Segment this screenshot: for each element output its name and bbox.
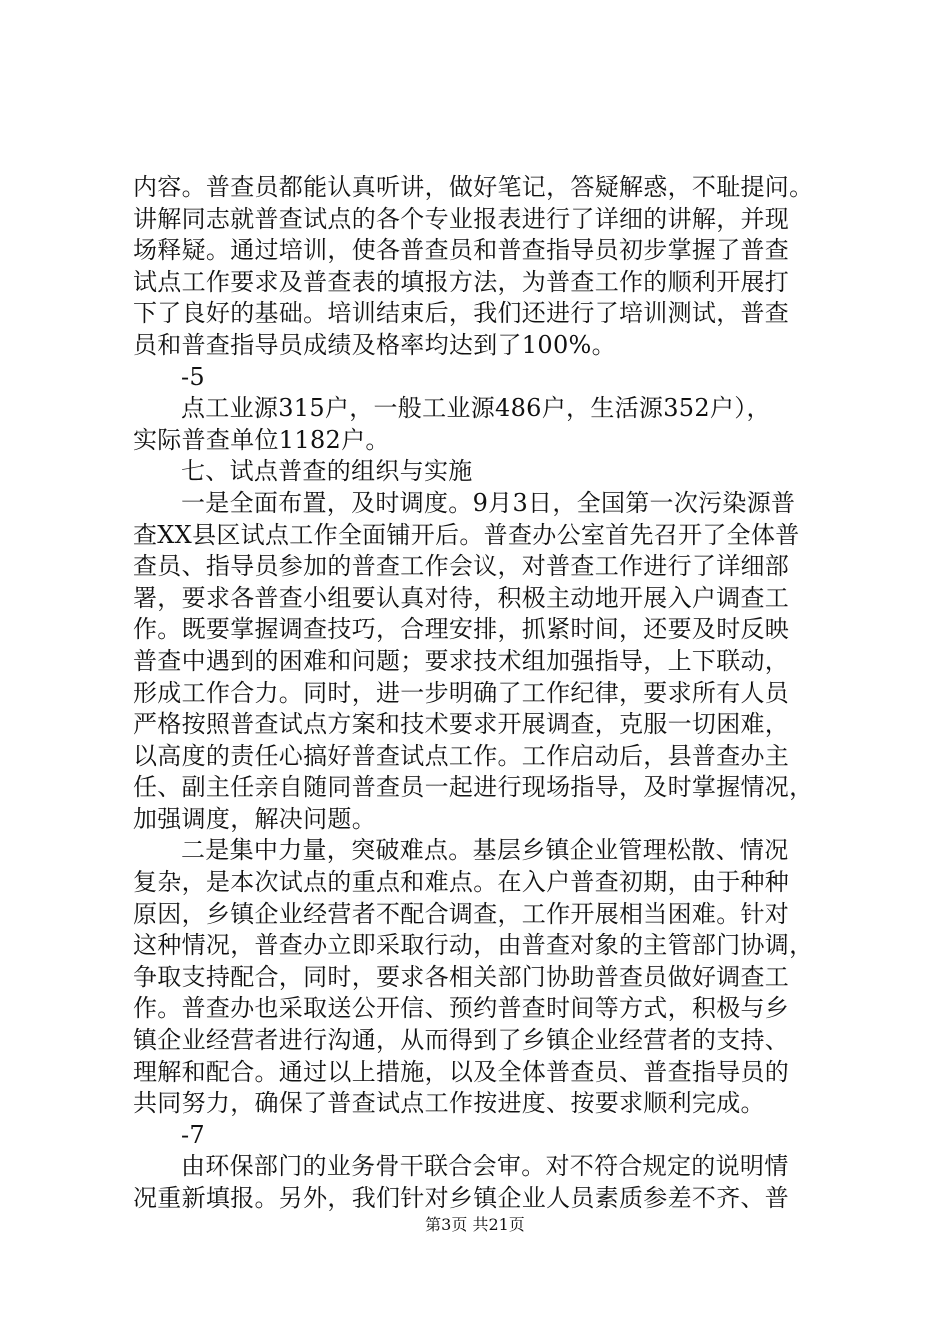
text-line: 由环保部门的业务骨干联合会审。对不符合规定的说明情 bbox=[181, 1152, 789, 1181]
text-line: 争取支持配合，同时，要求各相关部门协助普查员做好调查工 bbox=[133, 962, 790, 991]
text-line: 共同努力，确保了普查试点工作按进度、按要求顺利完成。 bbox=[133, 1089, 765, 1118]
text-line: 一是全面布置，及时调度。9月3日，全国第一次污染源普 bbox=[181, 488, 796, 517]
text-line: 这种情况，普查办立即采取行动，由普查对象的主管部门协调， bbox=[133, 931, 814, 960]
text-line: 作。普查办也采取送公开信、预约普查时间等方式，积极与乡 bbox=[133, 994, 790, 1023]
text-line: 形成工作合力。同时，进一步明确了工作纪律，要求所有人员 bbox=[133, 678, 790, 707]
text-line: 七、试点普查的组织与实施 bbox=[181, 457, 473, 486]
page-footer: 第3页 共21页 bbox=[425, 1215, 525, 1234]
text-line: 原因，乡镇企业经营者不配合调查，工作开展相当困难。针对 bbox=[133, 899, 790, 928]
text-line: 场释疑。通过培训，使各普查员和普查指导员初步掌握了普查 bbox=[133, 236, 790, 265]
text-line: 以高度的责任心搞好普查试点工作。工作启动后，县普查办主 bbox=[133, 741, 790, 770]
text-line: -7 bbox=[181, 1120, 205, 1149]
text-line: 点工业源315户，一般工业源486户，生活源352户）， bbox=[181, 394, 771, 423]
text-line: 试点工作要求及普查表的填报方法，为普查工作的顺利开展打 bbox=[133, 267, 790, 296]
text-line: 复杂，是本次试点的重点和难点。在入户普查初期，由于种种 bbox=[133, 868, 790, 897]
text-line: 下了良好的基础。培训结束后，我们还进行了培训测试，普查 bbox=[133, 299, 790, 328]
text-line: 查员、指导员参加的普查工作会议，对普查工作进行了详细部 bbox=[133, 552, 790, 581]
text-line: 内容。普查员都能认真听讲，做好笔记，答疑解惑，不耻提问。 bbox=[133, 173, 814, 201]
text-line: 理解和配合。通过以上措施，以及全体普查员、普查指导员的 bbox=[133, 1057, 790, 1086]
text-line: 二是集中力量，突破难点。基层乡镇企业管理松散、情况 bbox=[181, 836, 789, 865]
text-line: 作。既要掌握调查技巧，合理安排，抓紧时间，还要及时反映 bbox=[133, 615, 790, 644]
text-line: 查XX县区试点工作全面铺开后。普查办公室首先召开了全体普 bbox=[133, 520, 800, 549]
text-line: 署，要求各普查小组要认真对待，积极主动地开展入户调查工 bbox=[133, 583, 790, 612]
text-line: 严格按照普查试点方案和技术要求开展调查，克服一切困难， bbox=[133, 710, 790, 739]
text-line: 况重新填报。另外，我们针对乡镇企业人员素质参差不齐、普 bbox=[133, 1184, 790, 1212]
text-line: 普查中遇到的困难和问题；要求技术组加强指导，上下联动， bbox=[133, 646, 790, 675]
text-line: 实际普查单位1182户。 bbox=[133, 425, 390, 454]
text-line: 讲解同志就普查试点的各个专业报表进行了详细的讲解，并现 bbox=[133, 204, 790, 233]
text-line: 镇企业经营者进行沟通，从而得到了乡镇企业经营者的支持、 bbox=[133, 1026, 790, 1055]
document-body bbox=[133, 172, 833, 1215]
text-line: -5 bbox=[181, 362, 205, 391]
text-line: 员和普查指导员成绩及格率均达到了100%。 bbox=[133, 330, 616, 359]
text-line: 任、副主任亲自随同普查员一起进行现场指导，及时掌握情况， bbox=[133, 773, 814, 802]
text-line: 加强调度，解决问题。 bbox=[133, 804, 376, 833]
